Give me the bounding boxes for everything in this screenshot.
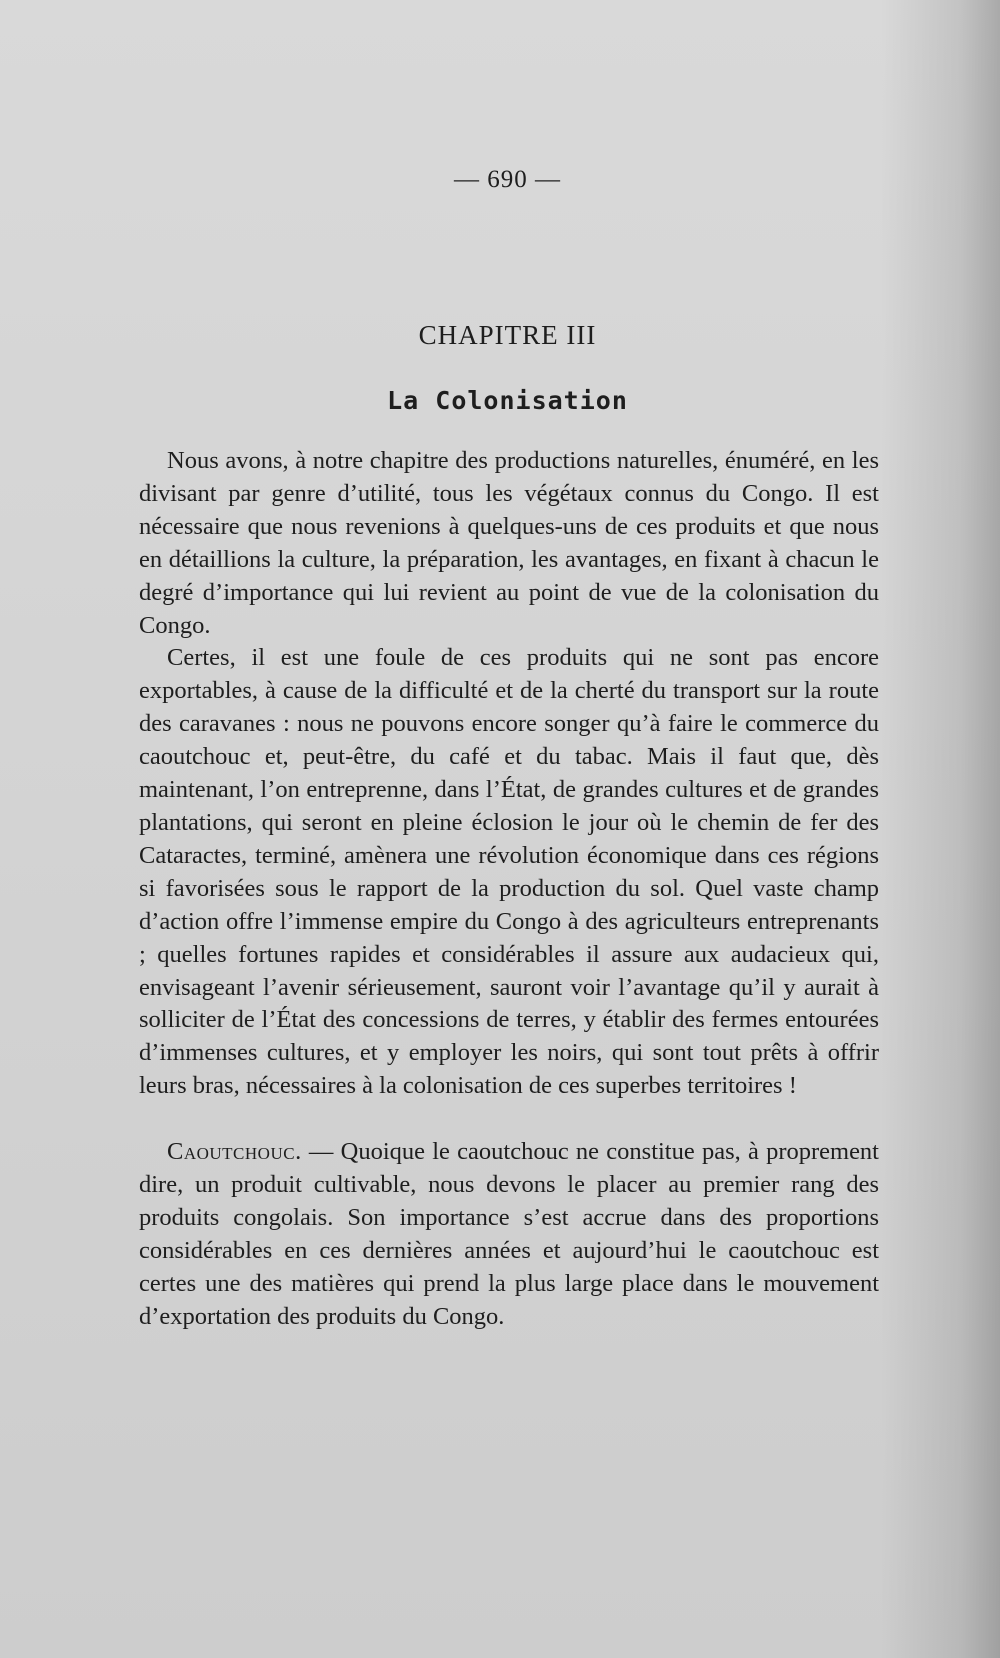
- caoutchouc-text: — Quoique le caoutchouc ne constitue pas, à proprement dire, un produit cultivable, nous devons le placer au premier rang des produits congolais. Son importance s’est accrue dans des proportions considérables en ces dernières années et aujourd’hui le caoutchouc est certes une des matières qui prend la plus large place dans le mouvement d’exportation des produits du Congo.: [139, 1138, 879, 1330]
- body-text: [139, 445, 879, 1334]
- chapter-heading: CHAPITRE III: [418, 320, 597, 350]
- paragraph-intro: Nous avons, à notre chapitre des productions naturelles, énuméré, en les divisant par genre d’utilité, tous les végétaux connus du Congo. Il est nécessaire que nous revenions à quelques-uns de ces produits et que nous en détaillions la culture, la préparation, les avantages, en fixant à chacun le degré d’importance qui lui revient au point de vue de la colonisation du Congo.: [139, 447, 879, 639]
- paragraph-caoutchouc: [139, 1136, 879, 1333]
- caoutchouc-label: Caoutchouc.: [167, 1138, 302, 1166]
- paragraph-colonisation: Certes, il est une foule de ces produits qui ne sont pas encore exportables, à cause de la difficulté et de la cherté du transport sur la route des caravanes : nous ne pouvons encore songer qu’à faire le commerce du caoutchouc et, peut-être, du café et du tabac. Mais il faut que, dès maintenant, l’on entreprenne, dans l’État, de grandes cultures et de grandes plantations, qui seront en pleine éclosion le jour où le chemin de fer des Cataractes, terminé, amènera une révolution économique dans ces régions si favorisées sous le rapport de la production du sol. Quel vaste champ d’action offre l’immense empire du Congo à des agriculteurs entreprenants ; quelles fortunes rapides et considérables il assure aux audacieux qui, envisageant l’avenir sérieusement, sauront voir l’avantage qu’il y aurait à solliciter de l’État des concessions de terres, y établir des fermes entourées d’immenses cultures, et y employer les noirs, qui sont tout prêts à offrir leurs bras, nécessaires à la colonisation de ces superbes territoires !: [139, 644, 879, 1100]
- section-title: La Colonisation: [387, 386, 628, 415]
- page-number: — 690 —: [454, 166, 561, 193]
